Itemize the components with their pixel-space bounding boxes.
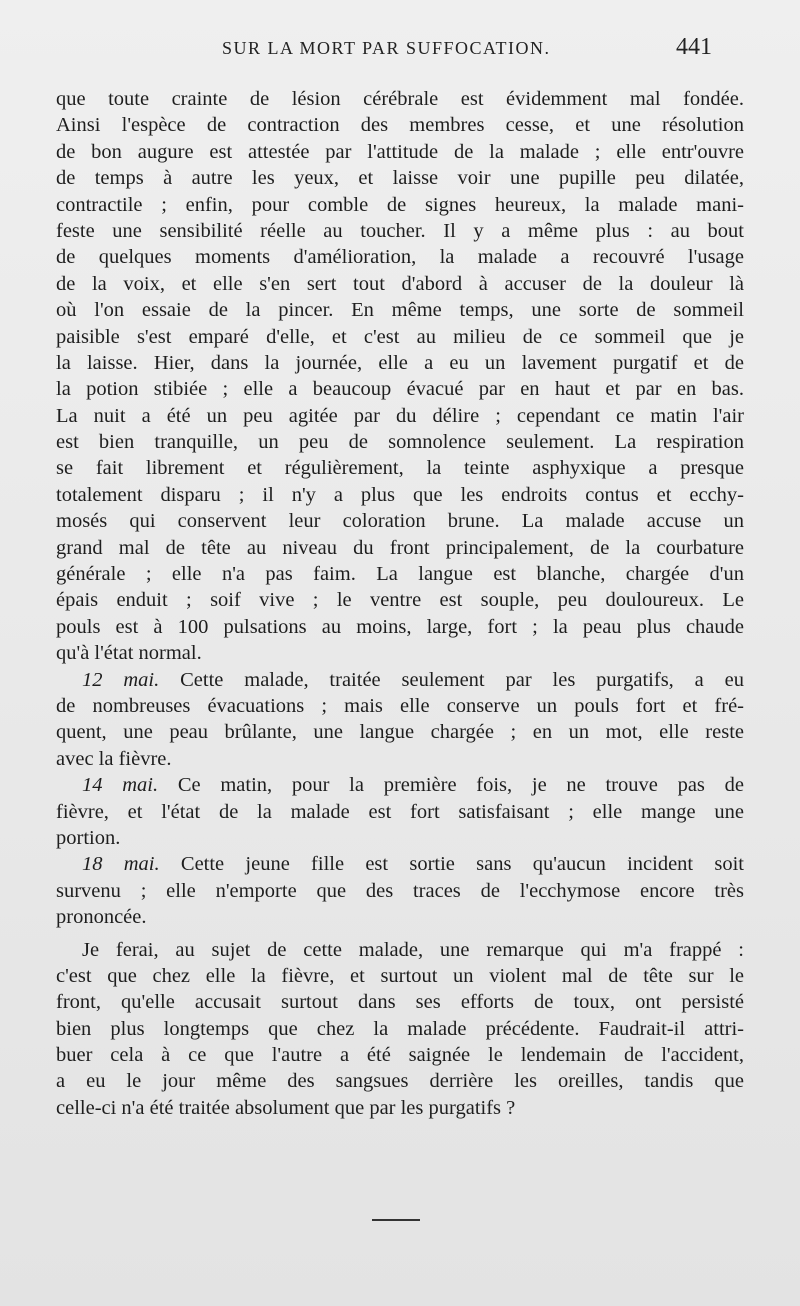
text-line: de temps à autre les yeux, et laisse voir une pupille peu dilatée,: [56, 167, 744, 190]
text-line: de quelques moments d'amélioration, la malade a recouvré l'usage: [56, 246, 744, 269]
text-line: générale ; elle n'a pas faim. La langue est blanche, chargée d'un: [56, 563, 744, 586]
text-line: [56, 851, 744, 877]
entry-date: 14 mai.: [82, 774, 159, 797]
text-line: feste une sensibilité réelle au toucher. Il y a même plus : au bout: [56, 219, 744, 242]
page-number: 441: [676, 34, 712, 60]
text-line: prononcée.: [56, 906, 147, 929]
text-line: où l'on essaie de la pincer. En même temps, une sorte de sommeil: [56, 299, 744, 322]
text-line: de la voix, et elle s'en sert tout d'abord à accuser de la douleur là: [56, 272, 744, 295]
text-line: buer cela à ce que l'autre a été saignée le lendemain de l'accident,: [56, 1044, 744, 1067]
text-line: que toute crainte de lésion cérébrale est évidemment mal fondée.: [56, 88, 744, 110]
text-line: pouls est à 100 pulsations au moins, large, fort ; la peau plus chaude: [56, 615, 744, 638]
text-line: de nombreuses évacuations ; mais elle conserve un pouls fort et fré-: [56, 694, 744, 717]
text-line: Je ferai, au sujet de cette malade, une remarque qui m'a frappé :: [82, 938, 744, 961]
entry-date: 12 mai.: [82, 668, 160, 691]
text-line: fièvre, et l'état de la malade est fort satisfaisant ; elle mange une: [56, 800, 744, 823]
text-line: celle-ci n'a été traitée absolument que par les purgatifs ?: [56, 1096, 516, 1119]
text-line: mosés qui conservent leur coloration brune. La malade accuse un: [56, 510, 744, 533]
text-line: c'est que chez elle la fièvre, et surtout un violent mal de tête sur le: [56, 964, 744, 987]
text-line: La nuit a été un peu agitée par du délire ; cependant ce matin l'air: [56, 404, 744, 427]
text-line: bien plus longtemps que chez la malade précédente. Faudrait-il attri-: [56, 1017, 744, 1040]
text-line: a eu le jour même des sangsues derrière les oreilles, tandis que: [56, 1070, 744, 1093]
running-title: SUR LA MORT PAR SUFFOCATION.: [222, 38, 551, 58]
text-line: épais enduit ; soif vive ; le ventre est souple, peu douloureux. Le: [56, 589, 744, 612]
text-run: Cette malade, traitée seulement par les purgatifs, a eu: [159, 668, 745, 691]
text-line: grand mal de tête au niveau du front principalement, de la courbature: [56, 536, 744, 559]
text-line: est bien tranquille, un peu de somnolence seulement. La respiration: [56, 431, 744, 454]
text-line: totalement disparu ; il n'y a plus que les endroits contus et ecchy-: [56, 483, 744, 506]
text-run: Ce matin, pour la première fois, je ne trouve pas de: [158, 774, 744, 797]
text-line: qu'à l'état normal.: [56, 642, 202, 665]
text-line: la laisse. Hier, dans la journée, elle a eu un lavement purgatif et de: [56, 351, 744, 374]
page-header: [0, 34, 800, 74]
body-text: [56, 86, 744, 1121]
section-rule: [372, 1219, 420, 1221]
text-line: paisible s'est emparé d'elle, et c'est au milieu de ce sommeil que je: [56, 325, 744, 348]
text-line: avec la fièvre.: [56, 747, 172, 770]
text-line: la potion stibiée ; elle a beaucoup évacué par en haut et par en bas.: [56, 378, 744, 401]
text-line: quent, une peau brûlante, une langue chargée ; en un mot, elle reste: [56, 721, 744, 744]
text-line: contractile ; enfin, pour comble de signes heureux, la malade mani-: [56, 193, 744, 216]
text-line: de bon augure est attestée par l'attitude de la malade ; elle entr'ouvre: [56, 140, 744, 163]
entry-date: 18 mai.: [82, 853, 160, 876]
text-line: portion.: [56, 826, 121, 849]
text-line: se fait librement et régulièrement, la teinte asphyxique a presque: [56, 457, 744, 480]
text-line: [56, 667, 744, 693]
text-line: [56, 772, 744, 798]
text-run: Cette jeune fille est sortie sans qu'aucun incident soit: [159, 853, 745, 876]
text-line: front, qu'elle accusait surtout dans ses efforts de toux, ont persisté: [56, 991, 744, 1014]
text-line: survenu ; elle n'emporte que des traces de l'ecchymose encore très: [56, 879, 744, 902]
text-line: Ainsi l'espèce de contraction des membres cesse, et une résolution: [56, 114, 744, 137]
